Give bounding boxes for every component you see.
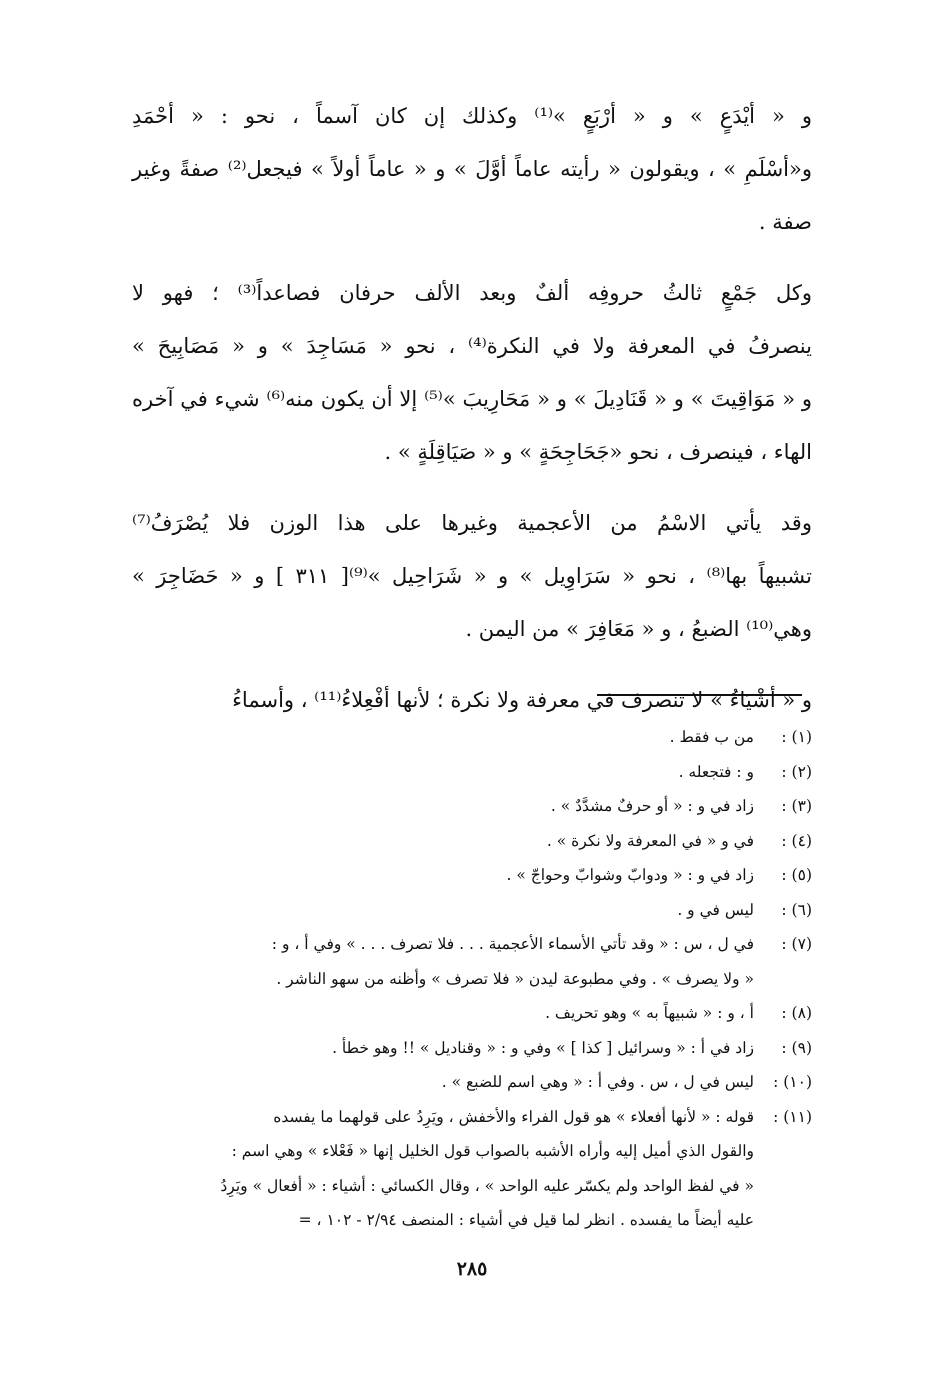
footnote-text: عليه أيضاً ما يفسده . انظر لما قيل في أشياء : المنصف ٢/٩٤ - ١٠٢ ، = [298,1211,754,1229]
footnote-line [132,858,812,893]
text-line: وهي⁽¹⁰⁾ الضبعُ ، و « مَعَافِرَ » من اليمن . [465,617,812,641]
text-line: ينصرفُ في المعرفة ولا في النكرة⁽⁴⁾ ، نحو « مَسَاجِدَ » و « مَصَابِيحَ » [132,334,812,358]
footnote-text: من ب فقط . [669,728,754,746]
footnote-text: في و « في المعرفة ولا نكرة » . [546,831,754,850]
footnote-text: ليس في و . [677,900,754,919]
footnote-line [132,996,812,1031]
footnote-number: (٦) : [781,900,812,919]
body-text [132,90,812,745]
footnote-text: « ولا يصرف » . وفي مطبوعة ليدن « فلا تصرف » وأظنه من سهو الناشر . [276,969,754,988]
footnote-text: أ ، و : « شبيهاً به » وهو تحريف . [545,1004,754,1022]
page-number: ٢٨٥ [456,1258,488,1280]
footnote-number: (٨) : [781,1004,812,1022]
footnote-number: (٢) : [781,762,812,781]
footnote-text: ليس في ل ، س . وفي أ : « وهي اسم للضبع » . [441,1073,754,1091]
footnote-text: « في لفظ الواحد ولم يكسّر عليه الواحد » ، وقال الكسائي : أشياء : « أفعال » ويَرِدُ [220,1176,754,1195]
text-line: وقد يأتي الاسْمُ من الأعجمية وغيرها على هذا الوزن فلا يُصْرَفُ⁽⁷⁾ [132,511,812,535]
footnote-text: و : فتجعله . [678,762,754,781]
paragraph [132,90,812,249]
paragraph [132,497,812,656]
footnote-number: (١٠) : [773,1073,812,1091]
footnote-line [132,893,812,928]
footnote-line [132,789,812,824]
footnote-text: زاد في و : « ودوابّ وشوابّ وحواجّ » . [506,866,754,884]
text-line: و « أشْيَاءُ » لا تنصرف في معرفة ولا نكرة ؛ لأنها أفْعِلاءُ⁽¹¹⁾ ، وأسماءُ [232,688,812,712]
footnote-number: (٩) : [781,1038,812,1057]
footnote-line [132,824,812,859]
text-line: وكل جَمْعٍ ثالثُ حروفِه ألفٌ وبعد الألف حرفان فصاعداً⁽³⁾ ؛ فهو لا [132,281,812,305]
text-line: و«أسْلَمِ » ، ويقولون « رأيته عاماً أوَّلَ » و « عاماً أولاً » فيجعل⁽²⁾ صفةً وغير [132,157,812,181]
footnotes [132,720,812,1238]
footnote-line [132,720,812,755]
footnote-number: (٧) : [781,935,812,953]
footnote-line [132,962,812,997]
footnote-separator [597,694,802,696]
footnote-text: زاد في و : « أو حرفٌ مشدَّدٌ » . [550,797,754,815]
footnote-line [132,1169,812,1204]
text-line: صفة . [758,210,812,234]
footnote-text: قوله : « لأنها أفعلاء » هو قول الفراء والأخفش ، ويَرِدُ على قولهما ما يفسده [273,1107,754,1126]
footnote-number: (٤) : [781,831,812,850]
footnote-number: (١١) : [773,1107,812,1126]
footnote-text: والقول الذي أميل إليه وأراه الأشبه بالصواب قول الخليل إنها « فَعْلاء » وهي اسم : [231,1142,754,1160]
text-line: و « أيْدَعٍ » و « أرْبَعٍ »⁽¹⁾ وكذلك إن كان آسماً ، نحو : « أحْمَدِ [132,104,813,128]
text-line: تشبيهاً بها⁽⁸⁾ ، نحو « سَرَاوِيل » و « شَرَاحِيل »⁽⁹⁾[ ٣١١ ] و « حَضَاجِرَ » [132,564,812,588]
footnote-number: (١) : [781,728,812,746]
paragraph [132,267,812,479]
footnote-text: في ل ، س : « وقد تأتي الأسماء الأعجمية . . . فلا تصرف . . . » وفي أ ، و : [271,935,754,953]
footnote-line [132,1203,812,1238]
footnote-line [132,1100,812,1135]
footnote-text: زاد في أ : « وسرائيل [ كذا ] » وفي و : « وقناديل » !! وهو خطأ . [332,1038,754,1057]
text-line: و « مَوَاقِيتَ » و « قَنَادِيلَ » و « مَحَارِيبَ »⁽⁵⁾ إلا أن يكون منه⁽⁶⁾ شيء في آخره [132,387,813,411]
footnote-line [132,755,812,790]
text-line: الهاء ، فينصرف ، نحو «جَحَاجِحَةٍ » و « صَيَاقِلَةٍ » . [384,440,812,464]
footnote-line [132,1065,812,1100]
footnote-line [132,1031,812,1066]
footnote-line [132,927,812,962]
footnote-line [132,1134,812,1169]
footnote-number: (٣) : [781,797,812,815]
footnote-number: (٥) : [781,866,812,884]
